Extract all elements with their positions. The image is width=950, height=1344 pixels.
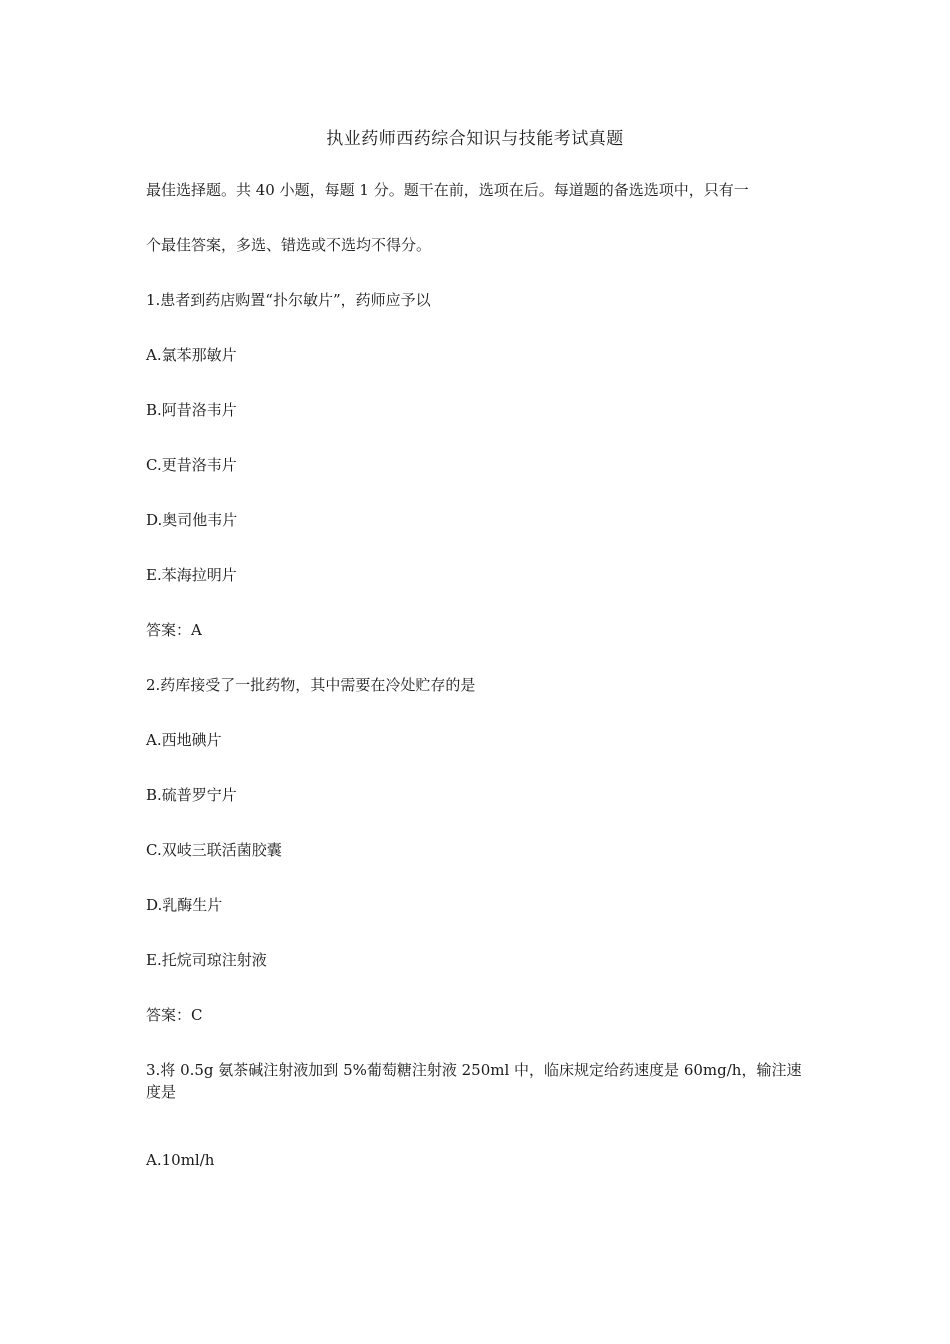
question-1-stem: 1.患者到药店购置“扑尔敏片”，药师应予以 — [146, 291, 431, 309]
question-2-option-d: D.乳酶生片 — [146, 896, 223, 914]
question-1-option-b: B.阿昔洛韦片 — [146, 401, 237, 419]
question-2-option-c: C.双岐三联活菌胶囊 — [146, 841, 282, 859]
question-3-option-a: A.10ml/h — [146, 1151, 215, 1169]
document-title: 执业药师西药综合知识与技能考试真题 — [326, 129, 624, 149]
question-2-stem: 2.药库接受了一批药物，其中需要在冷处贮存的是 — [146, 676, 476, 694]
question-1-option-e: E.苯海拉明片 — [146, 566, 237, 584]
question-1-option-c: C.更昔洛韦片 — [146, 456, 237, 474]
question-1-option-a: A.氯苯那敏片 — [146, 346, 237, 364]
question-2-option-e: E.托烷司琼注射液 — [146, 951, 267, 969]
question-2-option-a: A.西地碘片 — [146, 731, 222, 749]
question-1-option-d: D.奥司他韦片 — [146, 511, 238, 529]
question-2-answer: 答案：C — [146, 1006, 203, 1024]
question-2-option-b: B.硫普罗宁片 — [146, 786, 237, 804]
question-1-answer: 答案：A — [146, 621, 202, 639]
instructions-line-1: 最佳选择题。共 40 小题，每题 1 分。题干在前，选项在后。每道题的备选选项中，只有一 — [146, 181, 749, 199]
instructions-line-2: 个最佳答案，多选、错选或不选均不得分。 — [146, 236, 432, 254]
question-3-stem: 3.将 0.5g 氨茶碱注射液加到 5%葡萄糖注射液 250ml 中，临床规定给药速度是 60mg/h，输注速度是 — [146, 1061, 802, 1101]
